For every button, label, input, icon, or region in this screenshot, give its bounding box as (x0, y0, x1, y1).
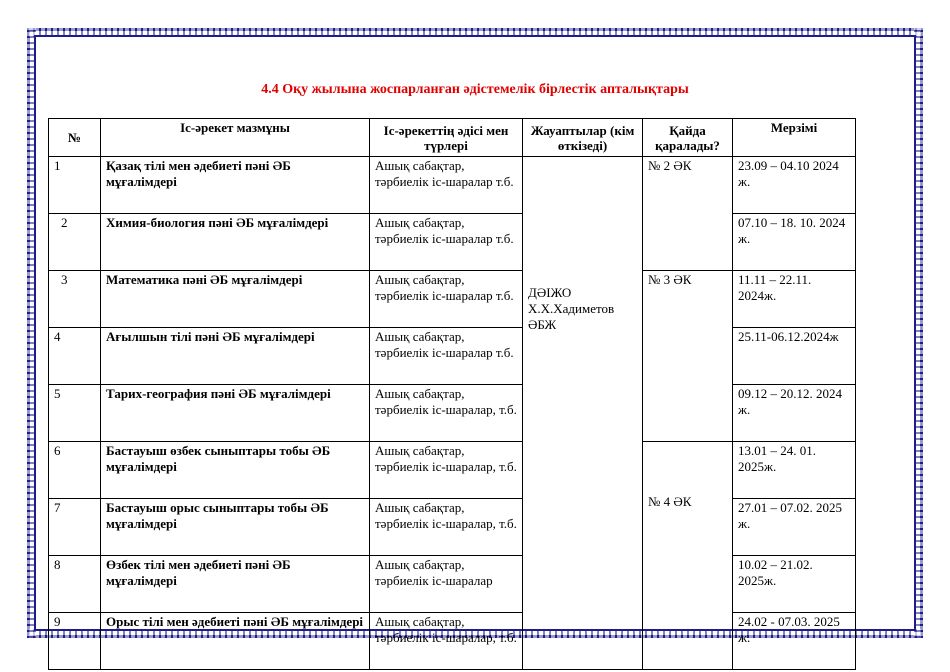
row-deadline: 11.11 – 22.11. 2024ж. (733, 271, 856, 328)
row-content: Бастауыш орыс сыныптары тобы ӘБ мұғалімдері (101, 499, 370, 556)
table-row (49, 556, 856, 613)
header-where: Қайда қаралады? (643, 119, 733, 157)
row-method: Ашық сабақтар, тәрбиелік іс-шаралар, т.б. (370, 385, 523, 442)
where-cell-group-3: № 4 ӘК (643, 442, 733, 670)
row-content: Математика пәні ӘБ мұғалімдері (101, 271, 370, 328)
row-deadline: 13.01 – 24. 01. 2025ж. (733, 442, 856, 499)
table-row (49, 499, 856, 556)
row-method: Ашық сабақтар, тәрбиелік іс-шаралар т.б. (370, 328, 523, 385)
row-deadline: 25.11-06.12.2024ж (733, 328, 856, 385)
row-number: 7 (49, 499, 101, 556)
row-deadline: 27.01 – 07.02. 2025 ж. (733, 499, 856, 556)
row-number: 4 (49, 328, 101, 385)
row-content: Тарих-география пәні ӘБ мұғалімдері (101, 385, 370, 442)
row-content: Орыс тілі мен әдебиеті пәні ӘБ мұғалімдері (101, 613, 370, 670)
header-num: № (49, 119, 101, 157)
table-row (49, 271, 856, 328)
row-deadline: 07.10 – 18. 10. 2024 ж. (733, 214, 856, 271)
page-title: 4.4 Оқу жылына жоспарланған әдістемелік бірлестік апталықтары (261, 82, 689, 97)
row-deadline: 23.09 – 04.10 2024 ж. (733, 157, 856, 214)
row-method: Ашық сабақтар, тәрбиелік іс-шаралар т.б. (370, 214, 523, 271)
row-number: 5 (49, 385, 101, 442)
row-content: Бастауыш өзбек сыныптары тобы ӘБ мұғалімдері (101, 442, 370, 499)
where-cell-group-1: № 2 ӘК (643, 157, 733, 271)
where-cell-group-2: № 3 ӘК (643, 271, 733, 442)
header-method: Іс-әрекеттің әдісі мен түрлері (370, 119, 523, 157)
responsible-cell (523, 157, 643, 670)
table-header-row (49, 119, 856, 157)
responsible-text: ДӘІЖО Х.Х.Хадиметов ӘБЖ (528, 285, 615, 332)
row-number: 3 (49, 271, 101, 328)
row-deadline: 24.02 - 07.03. 2025 ж. (733, 613, 856, 670)
page-content (38, 40, 912, 645)
row-deadline: 10.02 – 21.02. 2025ж. (733, 556, 856, 613)
row-method: Ашық сабақтар, тәрбиелік іс-шаралар (370, 556, 523, 613)
schedule-table (48, 118, 856, 670)
row-method: Ашық сабақтар, тәрбиелік іс-шаралар, т.б. (370, 499, 523, 556)
row-content: Химия-биология пәні ӘБ мұғалімдері (101, 214, 370, 271)
row-content: Қазақ тілі мен әдебиеті пәні ӘБ мұғалімдері (101, 157, 370, 214)
row-number: 9 (49, 613, 101, 670)
header-responsible: Жауаптылар (кім өткізеді) (523, 119, 643, 157)
row-method: Ашық сабақтар, тәрбиелік іс-шаралар, т.б. (370, 613, 523, 670)
table-row (49, 214, 856, 271)
table-row (49, 328, 856, 385)
row-method: Ашық сабақтар, тәрбиелік іс-шаралар, т.б. (370, 442, 523, 499)
row-number: 8 (49, 556, 101, 613)
row-number: 2 (49, 214, 101, 271)
header-deadline: Мерзімі (733, 119, 856, 157)
table-row (49, 613, 856, 670)
table-row (49, 442, 856, 499)
table-row (49, 157, 856, 214)
row-number: 1 (49, 157, 101, 214)
row-method: Ашық сабақтар, тәрбиелік іс-шаралар т.б. (370, 271, 523, 328)
row-content: Ағылшын тілі пәні ӘБ мұғалімдері (101, 328, 370, 385)
row-content: Өзбек тілі мен әдебиеті пәні ӘБ мұғалімдері (101, 556, 370, 613)
table-row (49, 385, 856, 442)
row-deadline: 09.12 – 20.12. 2024 ж. (733, 385, 856, 442)
header-content: Іс-әрекет мазмұны (101, 119, 370, 157)
row-number: 6 (49, 442, 101, 499)
row-method: Ашық сабақтар, тәрбиелік іс-шаралар т.б. (370, 157, 523, 214)
